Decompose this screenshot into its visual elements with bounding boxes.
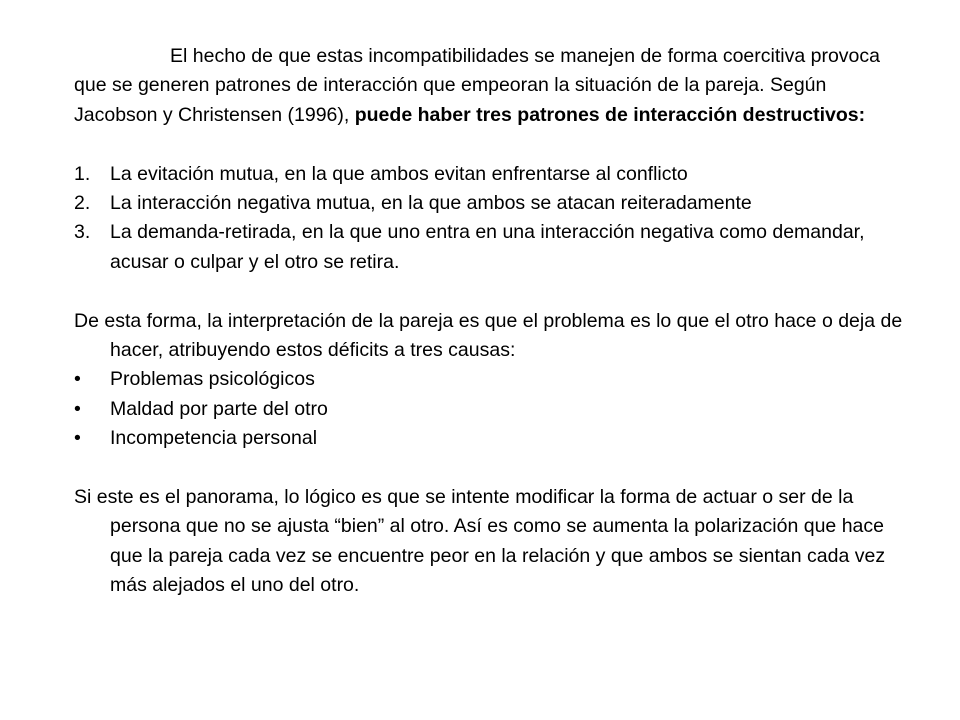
list-number: 2. [74,192,91,215]
cause-text: Incompetencia personal [110,427,318,450]
slide-content [74,42,904,601]
interpretation-paragraph: De esta forma, la interpretación de la pareja es que el problema es lo que el otro hace o deja de hacer, atribuyendo estos déficits a tres causas: [74,309,903,362]
spacer [74,454,904,483]
patterns-list [74,160,904,278]
cause-text: Maldad por parte del otro [110,397,328,420]
pattern-item [74,160,904,189]
bullet-marker: • [74,427,81,450]
intro-paragraph [74,42,904,130]
cause-item [74,424,904,453]
list-number: 3. [74,221,91,244]
bullet-marker: • [74,397,81,420]
pattern-text: La evitación mutua, en la que ambos evitan enfrentarse al conflicto [110,162,688,185]
spacer [74,130,904,159]
causes-list [74,365,904,453]
cause-item [74,365,904,394]
pattern-item [74,189,904,218]
intro-text: El hecho de que estas incompatibilidades se manejen de forma coercitiva provoca que se generen patrones de interacción que empeoran la situación de la pareja. Según Jacobson y Christensen (1996), [74,45,880,126]
pattern-text: La demanda-retirada, en la que uno entra en una interacción negativa como demandar, acusar o culpar y el otro se retira. [110,221,865,273]
intro-bold-text: puede haber tres patrones de interacción destructivos: [354,103,866,126]
pattern-text: La interacción negativa mutua, en la que ambos se atacan reiteradamente [110,192,752,215]
list-number: 1. [74,162,91,185]
spacer [74,277,904,306]
pattern-item [74,218,904,277]
cause-text: Problemas psicológicos [110,368,315,391]
bullet-marker: • [74,368,81,391]
conclusion-paragraph: Si este es el panorama, lo lógico es que se intente modificar la forma de actuar o ser de la persona que no se ajusta “bien” al otro. Así es como se aumenta la polarización que hace que la pareja cada vez se encuentre peor en la relación y que ambos se sientan cada vez más alejados el uno del otro. [74,486,886,597]
cause-item [74,395,904,424]
